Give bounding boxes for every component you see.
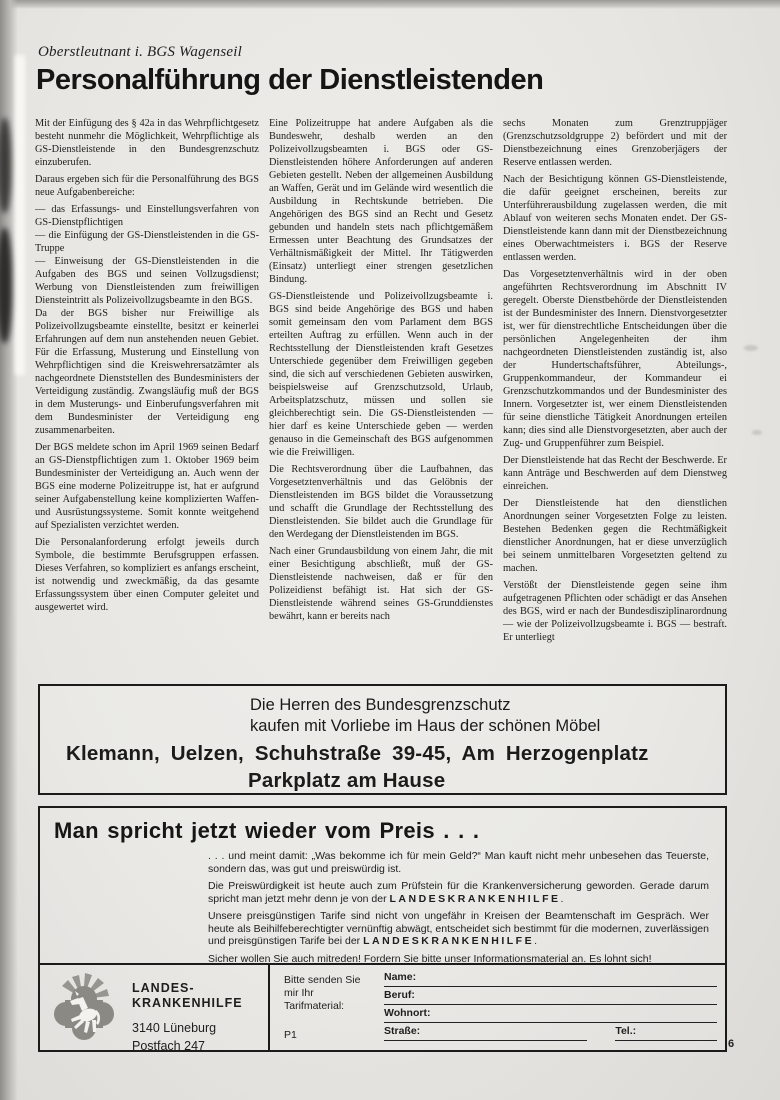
author-line: Oberstleutnant i. BGS Wagenseil [38,44,242,60]
request-line: Bitte senden Sie [284,974,361,986]
furniture-ad-box [38,684,727,795]
request-line: mir Ihr [284,987,314,999]
paragraph: GS-Dienstleistende und Polizeivollzugsbeamte i. BGS sind beide Angehörige des BGS und haben somit gemeinsam den vom Parlament dem BGS erteilten Auftrag zu erfüllen. Wenn auch in der Rechtsstellung der Dienstleistenden kraft Gesetzes Unterschiede gegenüber dem Freiwilligen gegeben sind, die sich auf verschiedenen Gebieten auswirken, beispielsweise auf Grenzschutzsold, Urlaub, Arbeitsplatzschutz, müssen und sollen sie gleichberechtigt sein. Die GS-Dienstleistenden — hier darf es keine Unterschiede geben — werden genauso in die Gemeinschaft des BGS aufgenommen wie die Freiwilligen. [269,291,493,458]
paragraph: Nach der Besichtigung können GS-Dienstleistende, die dafür geeignet erscheinen, bereits zur Unterführerausbildung zugelassen werden, die mit Ablauf von weiteren sechs Monaten endet. Der GS-Dienstleistende kann dann mit der Dienstbezeichnung eines Oberwachtmeisters i. BGS der Reserve entlassen werden. [503,174,727,263]
coupon-company-cell [40,965,268,1053]
article-column-2 [269,117,493,679]
ad-paragraph: Sicher wollen Sie auch mitreden! Fordern Sie bitte unser Informationsmaterial an. Es lohnt sich! [208,952,652,965]
wohnort-field: Wohnort: [384,1007,717,1023]
scan-fleck [744,345,758,351]
krankenhilfe-ad-paragraphs [208,850,709,965]
paragraph: Daraus ergeben sich für die Personalführung des BGS neue Aufgabenbereiche: [35,174,259,198]
paragraph: Der BGS meldete schon im April 1969 seinen Bedarf an GS-Dienstpflichtigen zum 1. Oktober 1969 beim Bundesminister der Verteidigung an. Auch wenn der BGS eine moderne Polizeitruppe ist, hat er aufgrund seiner Aufgabenstellung keine komplizierten Waffen- und Ausrüstungssysteme. Somit konnte weitgehend auf Spezialisten verzichtet werden. [35,442,259,531]
tel-field: Tel.: [615,1025,717,1041]
scan-fleck [752,430,762,435]
wohnort-field-row [384,1007,717,1023]
scan-artifact-blob [0,118,11,213]
company-pobox: Postfach 247 [132,1039,205,1053]
paragraph: — Einweisung der GS-Dienstleistenden in die Aufgaben des BGS und seinen Vollzugsdienst; Werbung von Dienstleistenden zum freiwilligen Diensteintritt als Polizeivollzugsbeamte in den BGS. [35,256,259,306]
article-column-1 [35,117,259,679]
furniture-ad-address: Klemann, Uelzen, Schuhstraße 39-45, Am Herzogenplatz [66,742,649,765]
ad-paragraph: . . . und meint damit: „Was bekomme ich für mein Geld?“ Man kauft nicht mehr unbesehen das Teuerste, sondern das, was gut und preiswürdig ist. [208,850,709,875]
coupon-company-block [132,973,243,1053]
article-body [35,117,727,679]
beruf-field-row [384,989,717,1005]
paragraph: Die Personalanforderung erfolgt jeweils durch Symbole, die bestimmte Berufsgruppen erfassen. Dieses Verfahren, so kompliziert es anfangs erscheint, ist notwendig und zweckmäßig, da das gesamte Erfassungssystem über einen Computer geleitet und ausgewertet wird. [35,537,259,613]
article-title: Personalführung der Dienstleistenden [36,64,544,96]
scan-edge-top [0,0,780,9]
scan-edge-highlight [15,55,25,375]
name-field: Name: [384,971,717,987]
brand-text: LANDESKRANKENHILFE [363,935,535,947]
coupon-request-cell [270,965,370,1050]
beruf-field: Beruf: [384,989,717,1005]
paragraph: Die Rechtsverordnung über die Laufbahnen, das Vorgesetztenverhältnis und das Gelöbnis der Dienstleistenden im BGS bildet die Voraussetzung und schafft die Grundlage der Rechtsstellung des Dienstleistenden. Sie bildet auch die Grundlage für den Werdegang der Dienstleistenden im BGS. [269,464,493,540]
company-name-line1: LANDES- [132,981,195,995]
paragraph: sechs Monaten zum Grenztruppjäger (Grenzschutzsoldgruppe 2) befördert und mit der Dienstbezeichnung eines Grenzoberjägers der Reserve entlassen werden. [503,118,727,168]
paragraph: Eine Polizeitruppe hat andere Aufgaben als die Bundeswehr, deshalb werden an den Polizeivollzugsbeamten i. BGS oder GS-Dienstleistenden höhere Anforderungen auf anderen Gebieten gestellt. Neben der allgemeinen Ausbildung an Waffen, Gerät und im Gelände wird wesentlich die Ausbildung in Rechtskunde betrieben. Die Angehörigen des BGS sind an Recht und Gesetz gebunden und handeln stets nach pflichtgemäßem Ermessen unter Beachtung des Grundsatzes der Verhältnismäßigkeit der Mittel. Ihr Tätigwerden (Einsatz) unterliegt einer strengen gesetzlichen Bindung. [269,118,493,285]
strasse-tel-field-row [384,1025,717,1041]
article-column-3 [503,117,727,679]
paragraph: Nach einer Grundausbildung von einem Jahr, die mit einer Besichtigung abschließt, muß der GS-Dienstleistende nachweisen, daß er für den Polizeidienst befähigt ist. Hat sich der GS-Dienstleistende während seines GS-Grunddienstes bewährt, kann er bereits nach [269,546,493,622]
paragraph: Mit der Einfügung des § 42a in das Wehrpflichtgesetz besteht nunmehr die Möglichkeit, Wehrpflichtige als GS-Dienstleistende in den Bundesgrenzschutz einzuberufen. [35,118,259,168]
paragraph: Das Vorgesetztenverhältnis wird in der oben angeführten Rechtsverordnung im Abschnitt IV geregelt. Oberste Dienstbehörde der Dienstleistenden ist der Bundesminister des Innern. Dienstvorgesetzter ist, wer für dienstrechtliche Entscheidungen über die persönlichen Angelegenheiten der ihm nachgeordneten Dienstleistenden zuständig ist, also der Hundertschaftsführer, Abteilungs-, Gruppenkommandeur, der Kommandeur ei Grenzschutzkommandos und der Bundesminister des Innern. Vorgesetzter ist, wer einem Dienstleistenden für seine dienstliche Tätigkeit Anordnungen erteilen kann; dies sind alle Dienstvorgesetzten, aber auch der Zug- und Gruppenführer zum Beispiel. [503,269,727,449]
furniture-ad-intro [250,695,725,737]
krankenhilfe-ad-text [40,808,725,963]
krankenhilfe-ad-box [38,806,727,1052]
paragraph: Verstößt der Dienstleistende gegen seine ihm aufgetragenen Pflichten oder schädigt er das Ansehen des BGS, wird er nach der Bundesdisziplinarordnung — wie der Polizeivollzugsbeamte i. BGS — bestraft. Er unterliegt [503,580,727,643]
paragraph: Da der BGS bisher nur Freiwillige als Polizeivollzugsbeamte einstellte, besitzt er keinerlei Erfahrungen auf dem nun anstehenden neuen Gebiet. Für die Erfassung, Musterung und Einstellung von Wehrpflichtigen sind die Kreiswehrersatzämter als nachgeordnete Dienststellen des Bundesministers der Verteidigung zuständig. Zwangsläufig muß der BGS in dem Musterungs- und Einberufungsverfahren mit dem Bundesminister der Verteidigung eng zusammenarbeiten. [35,308,259,436]
paragraph: Der Dienstleistende hat das Recht der Beschwerde. Er kann Anträge und Beschwerden auf dem Dienstweg einreichen. [503,455,727,492]
ad-paragraph: Die Preiswürdigkeit ist heute auch zum Prüfstein für die Krankenversicherung geworden. Gerade darum spricht man jetzt mehr denn je von der LANDESKRANKENHILFE. [208,880,709,905]
coupon-code: P1 [284,1029,297,1041]
paragraph: Der Dienstleistende hat den dienstlichen Anordnungen seiner Vorgesetzten Folge zu leisten. Bestehen Bedenken gegen die Rechtmäßigkeit dienstlicher Anordnungen, hat er diese unverzüglich bei seinem unmittelbaren Vorgesetzten geltend zu machen. [503,498,727,574]
furniture-ad-intro-line2: kaufen mit Vorliebe im Haus der schönen Möbel [250,717,601,735]
coupon-form-fields [370,965,725,1050]
company-city: 3140 Lüneburg [132,1021,217,1035]
paragraph: — die Einfügung der GS-Dienstleistenden in die GS-Truppe [35,230,259,254]
name-field-row [384,971,717,987]
ad-paragraph: Unsere preisgünstigen Tarife sind nicht von ungefähr in Kreisen der Beamtenschaft im Gespräch. Wer heute als Beihilfeberechtigter vernünftig abwägt, entscheidet sich bestimmt für die modernen, zuverlässigen und preisgünstigen Tarife bei der LANDESKRANKENHILFE. [208,910,709,947]
landeskrankenhilfe-logo [52,973,116,1041]
company-name-line2: KRANKENHILFE [132,996,243,1010]
paragraph: — das Erfassungs- und Einstellungsverfahren von GS-Dienstpflichtigen [35,204,259,228]
furniture-ad-intro-line1: Die Herren des Bundesgrenzschutz [250,696,511,714]
page-number: 6 [728,1038,735,1050]
krankenhilfe-ad-headline: Man spricht jetzt wieder vom Preis . . . [54,818,480,843]
reply-coupon [40,963,725,1053]
request-line: Tarifmaterial: [284,1000,345,1012]
scan-artifact-blob [0,228,12,343]
brand-text: LANDESKRANKENHILFE [389,892,561,905]
strasse-field: Straße: [384,1025,587,1041]
furniture-ad-parking: Parkplatz am Hause [248,769,446,792]
